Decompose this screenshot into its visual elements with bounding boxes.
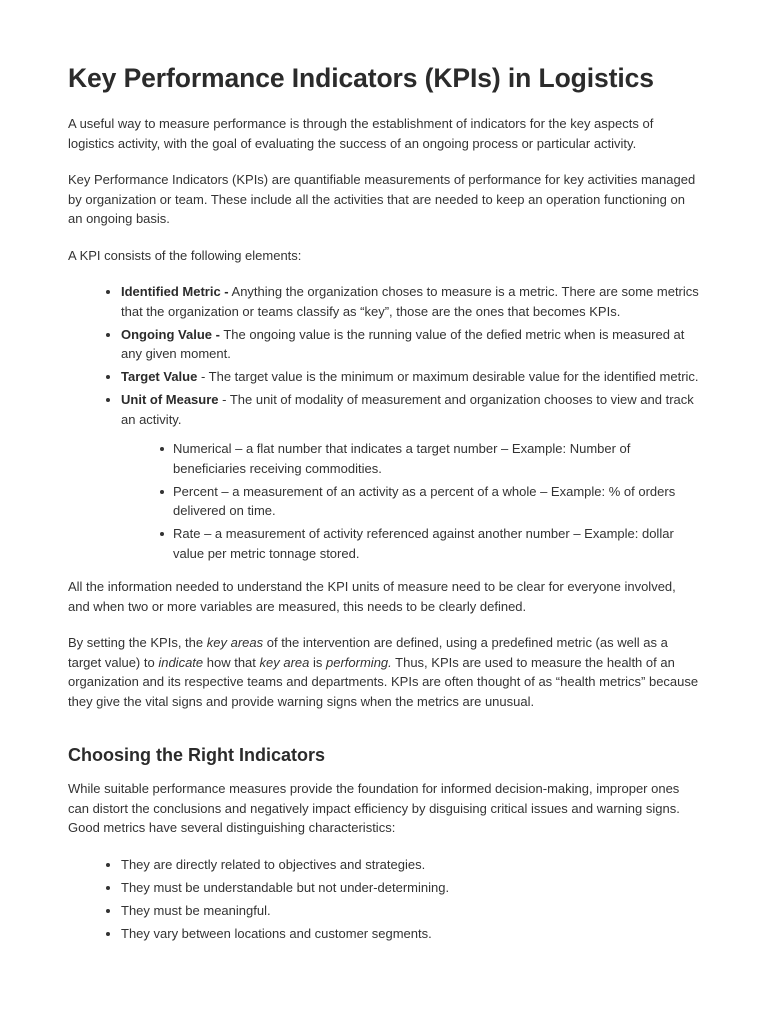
setting-text: of the intervention are defined, using a predefined metric (as well as a target value) to	[68, 635, 668, 670]
element-label: Ongoing Value -	[121, 326, 220, 342]
kpi-elements-list	[68, 282, 700, 563]
intro-paragraph: A useful way to measure performance is through the establishment of indicators for the key aspects of logistics activity, with the goal of evaluating the success of an ongoing process or particular activity.	[68, 116, 654, 151]
setting-emphasis: key areas	[206, 635, 264, 650]
setting-text: By setting the KPIs, the	[68, 635, 207, 650]
list-item: They are directly related to objectives and strategies.	[121, 855, 700, 875]
kpi-definition-paragraph: Key Performance Indicators (KPIs) are quantifiable measurements of performance for key activities managed by organization or team. These include all the activities that are needed to keep an operation functioning on an ongoing basis.	[68, 172, 696, 226]
element-text: Anything the organization choses to measure is a metric. There are some metrics that the organization or teams classify as “key”, those are the ones that becomes KPIs.	[121, 284, 699, 319]
list-item-target-value	[121, 367, 700, 387]
page-title: Key Performance Indicators (KPIs) in Logistics	[68, 63, 654, 93]
characteristics-list	[68, 855, 700, 944]
element-label: Unit of Measure	[121, 392, 219, 407]
list-item-percent: Percent – a measurement of an activity as a percent of a whole – Example: % of orders delivered on time.	[173, 482, 700, 521]
element-text: The ongoing value is the running value of the defied metric when is measured at any given moment.	[121, 326, 685, 361]
list-item-numerical: Numerical – a flat number that indicates a target number – Example: Number of beneficiaries receiving commodities.	[173, 439, 700, 478]
units-sublist	[121, 439, 700, 563]
section-heading-choosing-indicators: Choosing the Right Indicators	[68, 745, 325, 765]
list-item: They must be meaningful.	[121, 901, 700, 921]
element-text: - The target value is the minimum or maximum desirable value for the identified metric.	[197, 369, 699, 384]
element-text: - The unit of modality of measurement and organization chooses to view and track an activity.	[121, 392, 694, 427]
list-item-rate: Rate – a measurement of activity referenced against another number – Example: dollar value per metric tonnage stored.	[173, 524, 700, 563]
setting-text: how that	[203, 654, 260, 670]
elements-intro-paragraph: A KPI consists of the following elements:	[68, 247, 302, 263]
units-clarity-paragraph: All the information needed to understand the KPI units of measure need to be clear for everyone involved, and when two or more variables are measured, this needs to be clearly defined.	[68, 579, 676, 614]
list-item: They vary between locations and customer segments.	[121, 924, 700, 944]
list-item: They must be understandable but not under-determining.	[121, 878, 700, 898]
element-label: Target Value	[121, 369, 198, 384]
choosing-paragraph: While suitable performance measures provide the foundation for informed decision-making, improper ones can distort the conclusions and negatively impact efficiency by disguising critical issues and warning signs. Good metrics have several distinguishing characteristics:	[68, 781, 680, 835]
setting-emphasis: indicate	[158, 654, 204, 670]
setting-kpis-paragraph	[68, 633, 700, 711]
list-item-ongoing-value	[121, 325, 700, 364]
setting-text: Thus, KPIs are used to measure the health of an organization and its respective teams and departments. KPIs are often thought of as “health metrics” because they give the vital signs and provide warning signs when the metrics are unusual.	[68, 654, 699, 709]
setting-emphasis: key area	[259, 654, 310, 670]
setting-text: is	[309, 654, 327, 670]
list-item-unit-of-measure	[121, 390, 700, 563]
setting-emphasis: performing.	[326, 654, 392, 670]
element-label: Identified Metric -	[121, 284, 229, 299]
list-item-identified-metric	[121, 282, 700, 321]
